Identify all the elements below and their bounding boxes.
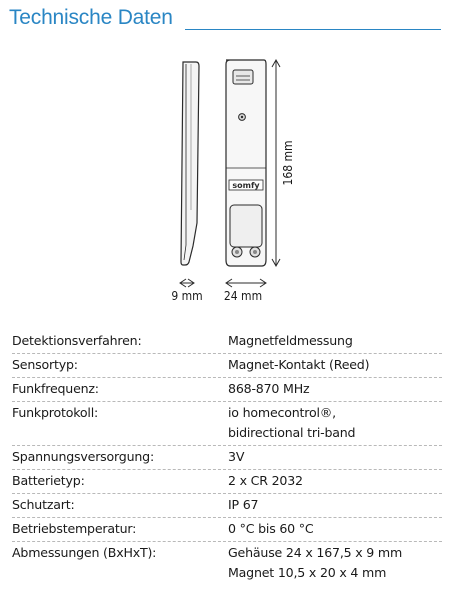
spec-label: Schutzart: — [12, 497, 75, 512]
spec-row — [12, 494, 442, 518]
spec-row — [12, 354, 442, 378]
depth-dimension — [180, 279, 194, 287]
front-view — [226, 60, 266, 266]
depth-label: 9 mm — [171, 289, 203, 303]
spec-row — [12, 446, 442, 470]
height-dimension — [272, 60, 280, 266]
spec-value-line: io homecontrol®, — [228, 405, 336, 420]
spec-value-line: Magnet-Kontakt (Reed) — [228, 357, 370, 372]
spec-value — [228, 519, 442, 539]
brand-logo: somfy — [232, 181, 260, 190]
spec-row — [12, 330, 442, 354]
width-dimension — [226, 279, 266, 287]
spec-value — [228, 447, 442, 467]
spec-value-line: bidirectional tri-band — [228, 425, 356, 440]
spec-label: Sensortyp: — [12, 357, 78, 372]
spec-value — [228, 495, 442, 515]
spec-row — [12, 470, 442, 494]
spec-value — [228, 403, 442, 443]
spec-value-line: Magnetfeldmessung — [228, 333, 353, 348]
height-label: 168 mm — [281, 140, 295, 186]
spec-value — [228, 471, 442, 491]
spec-row — [12, 402, 442, 446]
title-underline — [185, 29, 441, 30]
header — [9, 6, 441, 32]
spec-row — [12, 378, 442, 402]
spec-label: Betriebstemperatur: — [12, 521, 137, 536]
product-drawing — [0, 40, 451, 310]
spec-row — [12, 518, 442, 542]
spec-value — [228, 379, 442, 399]
width-label: 24 mm — [223, 289, 263, 303]
spec-label: Spannungsversorgung: — [12, 449, 154, 464]
spec-value — [228, 355, 442, 375]
spec-value-line: 2 x CR 2032 — [228, 473, 303, 488]
spec-value — [228, 331, 442, 351]
spec-value-line: 0 °C bis 60 °C — [228, 521, 314, 536]
spec-label: Batterietyp: — [12, 473, 85, 488]
spec-label: Abmessungen (BxHxT): — [12, 545, 157, 560]
spec-value — [228, 543, 442, 583]
spec-label: Funkprotokoll: — [12, 405, 99, 420]
spec-label: Detektionsverfahren: — [12, 333, 142, 348]
spec-table — [12, 330, 442, 586]
spec-label: Funkfrequenz: — [12, 381, 99, 396]
spec-value-line: IP 67 — [228, 497, 259, 512]
page-title: Technische Daten — [9, 6, 173, 29]
spec-row — [12, 542, 442, 586]
side-view — [181, 62, 199, 265]
spec-value-line: 868-870 MHz — [228, 381, 310, 396]
spec-value-line: Gehäuse 24 x 167,5 x 9 mm — [228, 545, 403, 560]
spec-value-line: Magnet 10,5 x 20 x 4 mm — [228, 565, 387, 580]
spec-value-line: 3V — [228, 449, 245, 464]
